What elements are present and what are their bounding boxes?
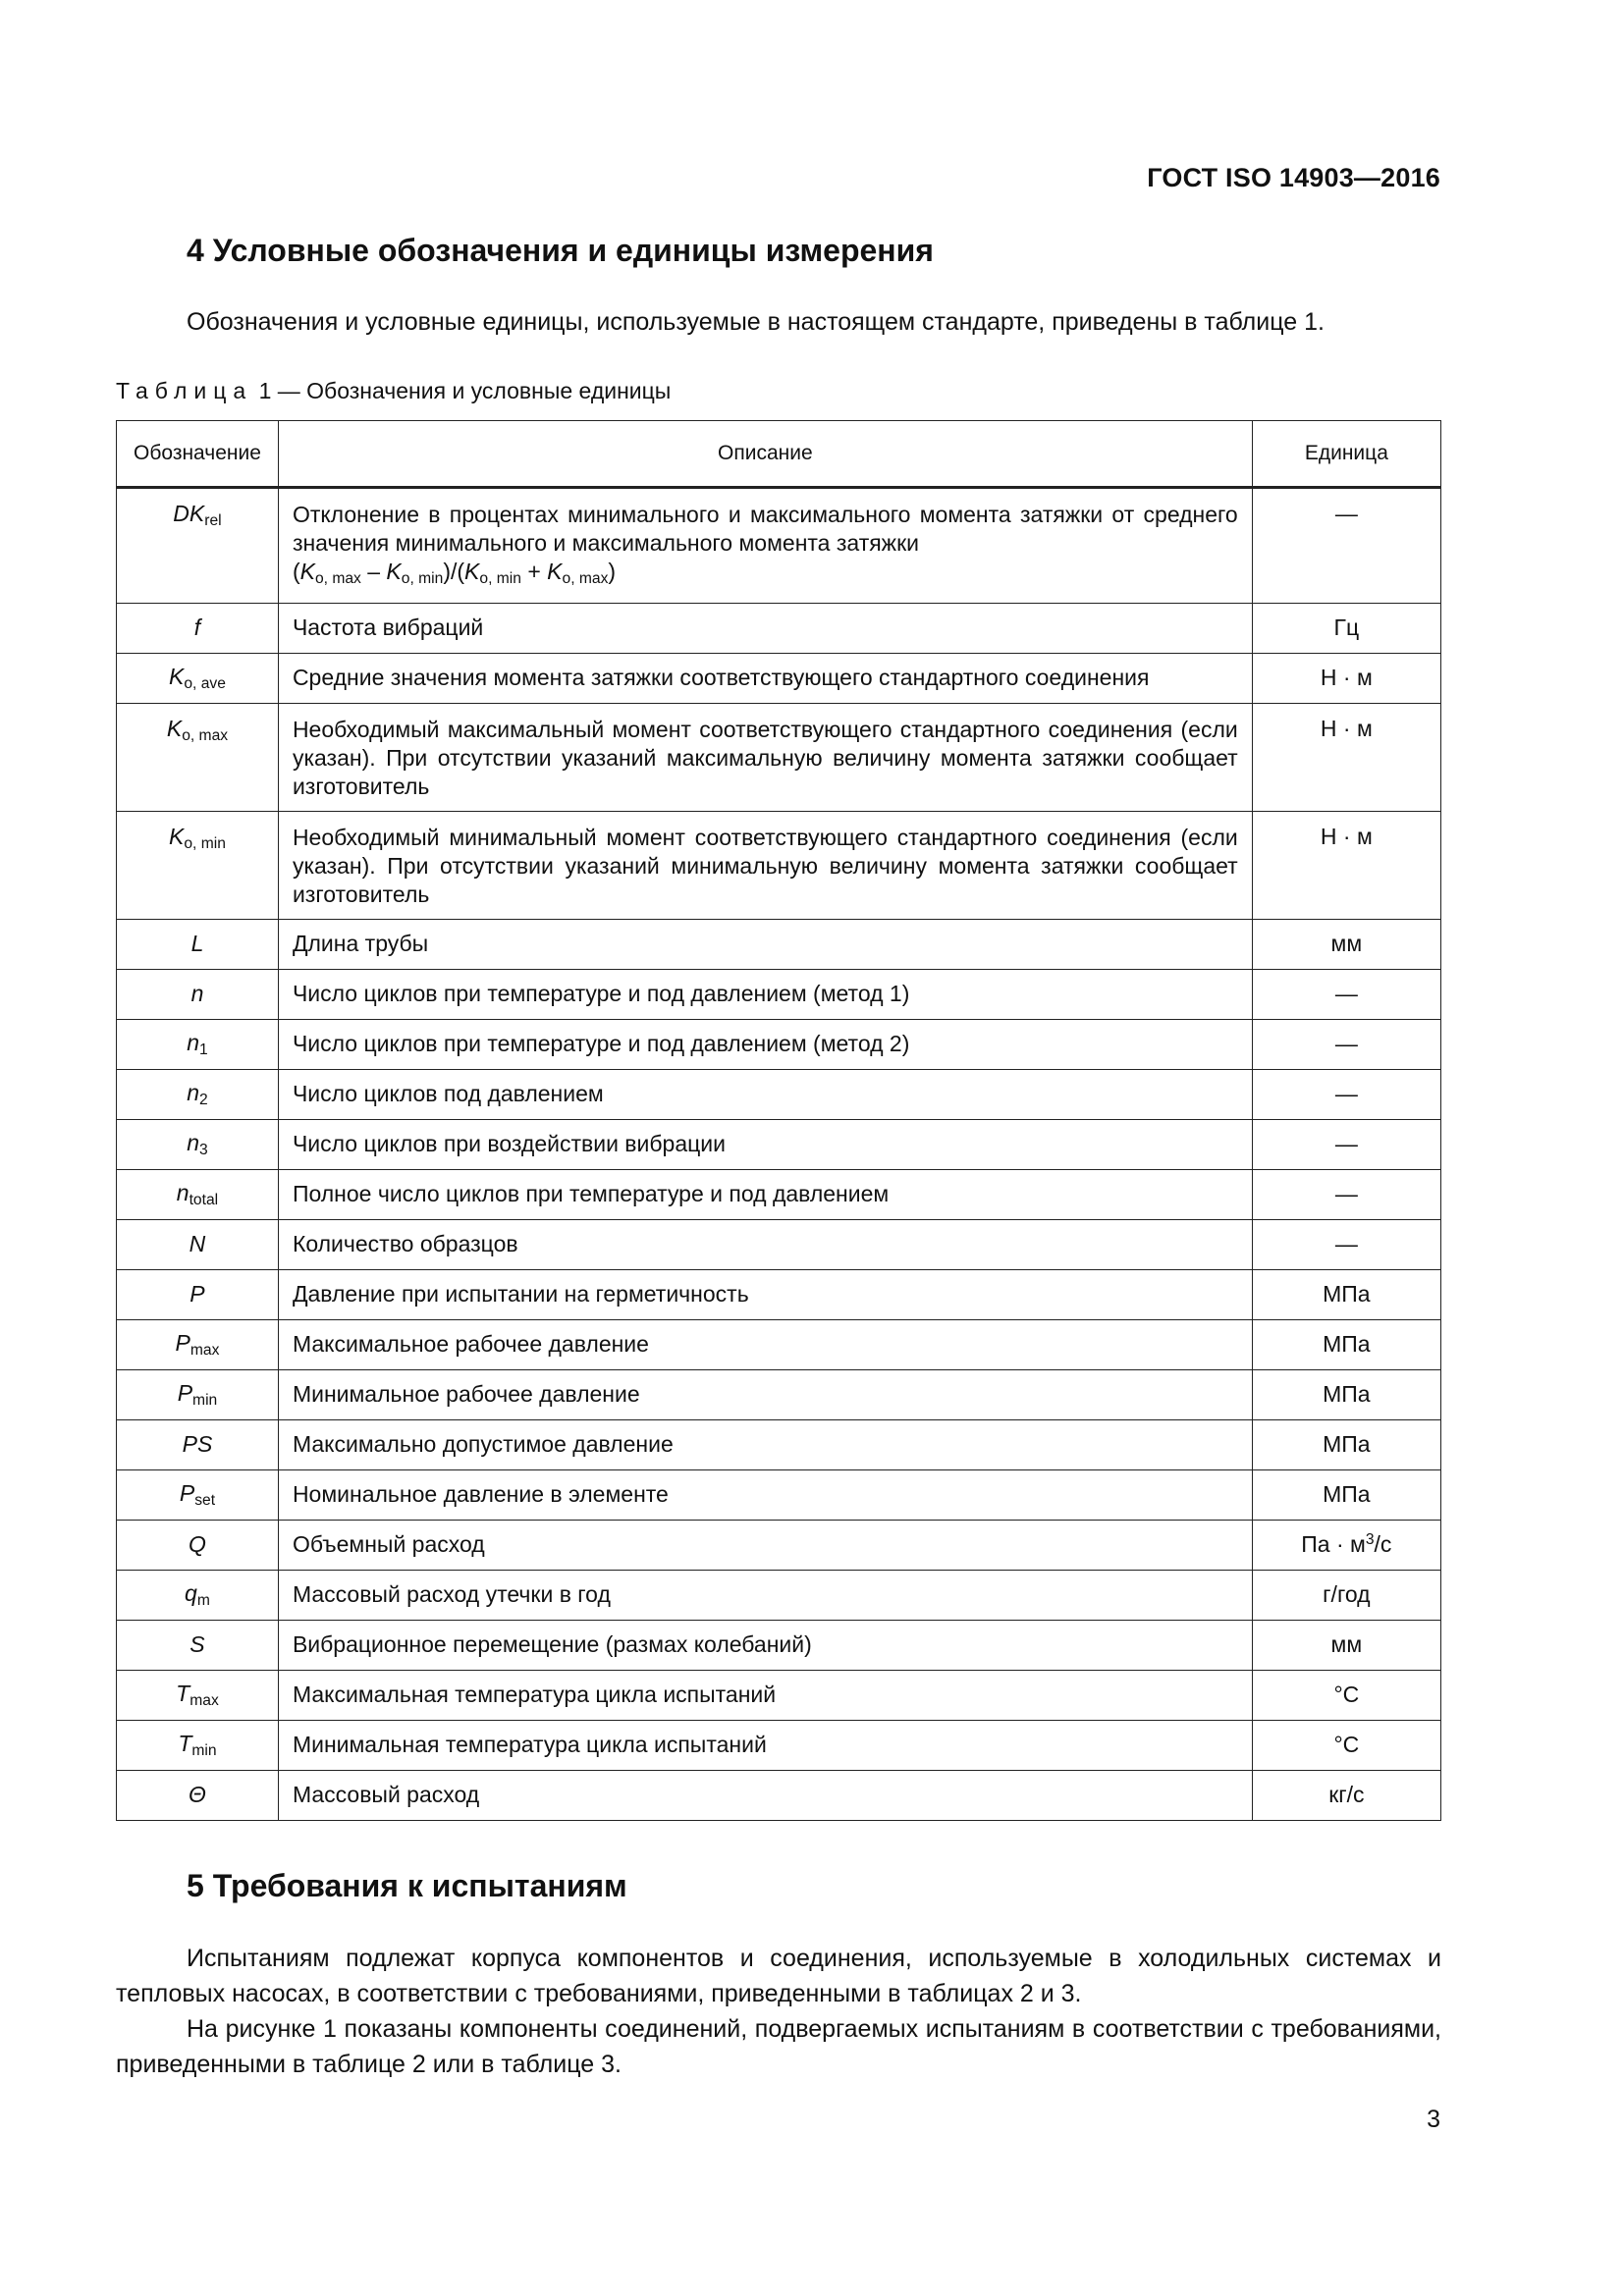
description-text: Массовый расход утечки в год (292, 1581, 611, 1608)
description-text: Минимальная температура цикла испытаний (292, 1732, 767, 1758)
unit-text: МПа (1323, 1481, 1371, 1508)
description-text: Необходимый максимальный момент соответствующего стандартного соединения (если указан). При отсутствии указаний максимальную величину момента затяжки сообщает изготовитель (292, 716, 1238, 799)
description-cell (278, 488, 1252, 604)
formula-k2: K (386, 559, 402, 584)
symbol-text: N (189, 1231, 206, 1257)
unit-cell (1252, 919, 1440, 969)
table-row (117, 1419, 1441, 1469)
description-cell (278, 1620, 1252, 1670)
description-cell (278, 919, 1252, 969)
symbol-text: K (169, 663, 185, 689)
description-text: Число циклов при температуре и под давлением (метод 1) (292, 981, 910, 1007)
unit-cell (1252, 1369, 1440, 1419)
table-row (117, 1019, 1441, 1069)
table-row (117, 1319, 1441, 1369)
symbol-cell (117, 603, 279, 653)
description-text: Давление при испытании на герметичность (292, 1281, 749, 1308)
table-row (117, 969, 1441, 1019)
symbol-cell (117, 1019, 279, 1069)
table-row (117, 1570, 1441, 1620)
description-cell (278, 1670, 1252, 1720)
description-text: Номинальное давление в элементе (292, 1481, 669, 1508)
unit-cell (1252, 1720, 1440, 1770)
description-text: Частота вибраций (292, 614, 484, 641)
symbol-cell (117, 811, 279, 919)
symbol-cell (117, 1069, 279, 1119)
table-row (117, 1520, 1441, 1570)
table-body (117, 488, 1441, 1821)
symbol-text: n (187, 1079, 200, 1105)
table-row (117, 919, 1441, 969)
description-cell (278, 603, 1252, 653)
formula-s3: o, min (479, 569, 521, 587)
unit-cell (1252, 488, 1440, 604)
unit-text: Н · м (1320, 665, 1373, 691)
symbol-text: T (178, 1730, 192, 1756)
description-cell (278, 703, 1252, 811)
symbol-subscript: o, max (182, 726, 229, 744)
description-cell (278, 1469, 1252, 1520)
table-row (117, 1219, 1441, 1269)
unit-cell (1252, 1469, 1440, 1520)
unit-text: °C (1333, 1732, 1360, 1758)
symbol-cell (117, 1670, 279, 1720)
symbol-cell (117, 1419, 279, 1469)
unit-cell (1252, 1169, 1440, 1219)
description-cell (278, 1570, 1252, 1620)
symbol-subscript: set (194, 1491, 216, 1509)
symbol-subscript: min (191, 1741, 217, 1759)
symbol-cell (117, 1520, 279, 1570)
unit-cell (1252, 603, 1440, 653)
symbol-text: L (190, 931, 204, 957)
document-code: ГОСТ ISO 14903—2016 (1147, 163, 1440, 192)
unit-cell (1252, 1620, 1440, 1670)
symbol-text: DK (173, 501, 205, 526)
unit-cell (1252, 1520, 1440, 1570)
description-text: Максимально допустимое давление (292, 1431, 674, 1458)
unit-text: мм (1330, 931, 1363, 957)
formula-mid: )/( (443, 559, 465, 584)
unit-cell (1252, 703, 1440, 811)
unit-tail: /с (1374, 1531, 1392, 1558)
symbol-subscript: max (189, 1691, 219, 1709)
unit-text: — (1334, 1131, 1358, 1157)
table-row (117, 488, 1441, 604)
symbol-cell (117, 1269, 279, 1319)
description-cell (278, 1069, 1252, 1119)
symbol-text: n (190, 981, 204, 1007)
unit-cell (1252, 1670, 1440, 1720)
symbol-text: P (177, 1379, 193, 1406)
table-row (117, 1670, 1441, 1720)
description-text: Полное число циклов при температуре и под давлением (292, 1181, 890, 1207)
formula-k4: K (547, 559, 563, 584)
description-cell (278, 969, 1252, 1019)
description-text: Число циклов под давлением (292, 1081, 604, 1107)
unit-text: Па · м (1301, 1531, 1366, 1558)
table-row (117, 1469, 1441, 1520)
symbol-cell (117, 703, 279, 811)
unit-superscript: 3 (1365, 1531, 1375, 1549)
description-cell (278, 811, 1252, 919)
section-5-paragraph-2: На рисунке 1 показаны компоненты соединений, подвергаемых испытаниям в соответствии с требованиями, приведенными в таблице 2 или в таблице 3. (116, 2015, 1441, 2078)
table-row (117, 811, 1441, 919)
unit-text: г/год (1323, 1581, 1371, 1608)
unit-cell (1252, 1269, 1440, 1319)
formula-open: ( (292, 559, 300, 584)
description-text: Число циклов при температуре и под давлением (метод 2) (292, 1031, 910, 1057)
table-row (117, 1369, 1441, 1419)
symbol-text: f (193, 614, 201, 641)
symbol-cell (117, 1169, 279, 1219)
symbol-cell (117, 1620, 279, 1670)
description-text: Необходимый минимальный момент соответствующего стандартного соединения (если указан). При отсутствии указаний минимальную величину момента затяжки сообщает изготовитель (292, 824, 1238, 907)
table-header-row (117, 421, 1441, 488)
symbol-subscript: o, ave (184, 674, 226, 692)
table-row (117, 1770, 1441, 1820)
unit-text: — (1334, 1031, 1358, 1057)
symbol-subscript: o, min (184, 834, 226, 852)
unit-text: МПа (1323, 1431, 1371, 1458)
description-cell (278, 1720, 1252, 1770)
table-caption-text: 1 — Обозначения и условные единицы (252, 378, 672, 403)
section-5-title: 5 Требования к испытаниям (187, 1868, 627, 1903)
section-5-paragraph-1: Испытаниям подлежат корпуса компонентов и соединения, используемые в холодильных системах и тепловых насосах, в соответствии с требованиями, приведенными в таблицах 2 и 3. (116, 1945, 1441, 2007)
unit-text: Н · м (1320, 715, 1373, 741)
symbol-text: n (187, 1129, 200, 1155)
unit-cell (1252, 1019, 1440, 1069)
symbol-text: n (176, 1179, 189, 1205)
symbol-text: T (176, 1680, 190, 1706)
formula-k1: K (299, 559, 315, 584)
unit-cell (1252, 1319, 1440, 1369)
table-1-caption (116, 378, 671, 404)
symbol-text: n (187, 1029, 200, 1055)
unit-text: — (1334, 1181, 1358, 1207)
unit-text: Гц (1333, 614, 1360, 641)
description-cell (278, 1269, 1252, 1319)
table-row (117, 1720, 1441, 1770)
table-row (117, 1069, 1441, 1119)
description-text: Длина трубы (292, 931, 429, 957)
description-cell (278, 1369, 1252, 1419)
formula-s2: o, min (401, 569, 444, 587)
description-cell (278, 1419, 1252, 1469)
unit-text: — (1334, 1081, 1358, 1107)
symbol-text: q (185, 1579, 197, 1606)
symbol-text: Q (189, 1531, 206, 1558)
header-symbol: Обозначение (117, 421, 279, 488)
description-cell (278, 1770, 1252, 1820)
description-cell (278, 653, 1252, 703)
symbol-cell (117, 919, 279, 969)
symbol-subscript: m (196, 1591, 210, 1609)
unit-text: — (1334, 501, 1358, 526)
symbol-subscript: 2 (199, 1091, 208, 1108)
torque-deviation-formula (293, 558, 1238, 593)
symbol-text: P (179, 1479, 195, 1506)
description-text: Объемный расход (292, 1531, 485, 1558)
description-text: Максимальная температура цикла испытаний (292, 1682, 777, 1708)
section-4-title: 4 Условные обозначения и единицы измерения (187, 233, 934, 268)
symbol-text: K (169, 823, 185, 849)
formula-s1: o, max (314, 569, 361, 587)
table-row (117, 1269, 1441, 1319)
unit-text: МПа (1323, 1281, 1371, 1308)
symbol-text: Θ (189, 1782, 206, 1808)
symbols-table (116, 420, 1441, 1821)
formula-k3: K (464, 559, 480, 584)
unit-cell (1252, 811, 1440, 919)
page-number: 3 (1427, 2106, 1440, 2133)
header-description: Описание (278, 421, 1252, 488)
unit-text: — (1334, 1231, 1358, 1257)
unit-cell (1252, 1419, 1440, 1469)
symbol-text: S (189, 1631, 205, 1658)
description-cell (278, 1019, 1252, 1069)
formula-op2: + (520, 559, 548, 584)
symbol-cell (117, 1119, 279, 1169)
unit-cell (1252, 1219, 1440, 1269)
symbol-cell (117, 488, 279, 604)
symbol-text: PS (182, 1431, 213, 1458)
formula-s4: o, max (562, 569, 609, 587)
symbol-subscript: 3 (199, 1141, 208, 1158)
description-text: Вибрационное перемещение (размах колебаний) (292, 1631, 812, 1658)
symbol-subscript: total (189, 1191, 219, 1208)
table-row (117, 1119, 1441, 1169)
unit-cell (1252, 969, 1440, 1019)
table-caption-prefix: Таблица (116, 378, 253, 403)
symbol-cell (117, 1319, 279, 1369)
formula-close: ) (608, 559, 617, 584)
description-text: Массовый расход (292, 1782, 480, 1808)
description-cell (278, 1219, 1252, 1269)
symbol-subscript: rel (204, 511, 222, 529)
symbol-cell (117, 1219, 279, 1269)
symbol-subscript: max (189, 1341, 220, 1359)
description-text: Минимальное рабочее давление (292, 1381, 640, 1408)
unit-cell (1252, 1069, 1440, 1119)
formula-op1: – (360, 559, 387, 584)
symbol-cell (117, 1469, 279, 1520)
symbol-cell (117, 969, 279, 1019)
description-cell (278, 1119, 1252, 1169)
description-text: Средние значения момента затяжки соответствующего стандартного соединения (292, 665, 1150, 691)
table-row (117, 653, 1441, 703)
symbol-subscript: 1 (199, 1041, 208, 1058)
symbol-cell (117, 1720, 279, 1770)
section-4-intro: Обозначения и условные единицы, используемые в настоящем стандарте, приведены в таблице 1. (187, 308, 1325, 336)
symbol-subscript: min (192, 1391, 218, 1409)
symbol-cell (117, 1570, 279, 1620)
header-unit: Единица (1252, 421, 1440, 488)
symbol-text: K (166, 715, 183, 741)
symbol-cell (117, 1770, 279, 1820)
table-row (117, 1620, 1441, 1670)
unit-text: МПа (1323, 1331, 1371, 1358)
table-row (117, 703, 1441, 811)
description-cell (278, 1169, 1252, 1219)
table-row (117, 603, 1441, 653)
unit-cell (1252, 1119, 1440, 1169)
symbol-text: P (175, 1329, 190, 1356)
symbol-cell (117, 653, 279, 703)
description-text: Количество образцов (292, 1231, 518, 1257)
symbol-text: P (189, 1281, 205, 1308)
unit-text: кг/с (1328, 1782, 1365, 1808)
table-row (117, 1169, 1441, 1219)
description-cell (278, 1319, 1252, 1369)
description-cell (278, 1520, 1252, 1570)
unit-text: МПа (1323, 1381, 1371, 1408)
unit-cell (1252, 653, 1440, 703)
unit-cell (1252, 1770, 1440, 1820)
description-text: Число циклов при воздействии вибрации (292, 1131, 727, 1157)
unit-text: Н · м (1320, 823, 1373, 849)
symbol-cell (117, 1369, 279, 1419)
unit-cell (1252, 1570, 1440, 1620)
description-text: Максимальное рабочее давление (292, 1331, 649, 1358)
description-text: Отклонение в процентах минимального и максимального момента затяжки от среднего значения минимального и максимального момента затяжки (292, 502, 1238, 556)
unit-text: мм (1330, 1631, 1363, 1658)
unit-text: — (1334, 981, 1358, 1007)
unit-text: °C (1333, 1682, 1360, 1708)
